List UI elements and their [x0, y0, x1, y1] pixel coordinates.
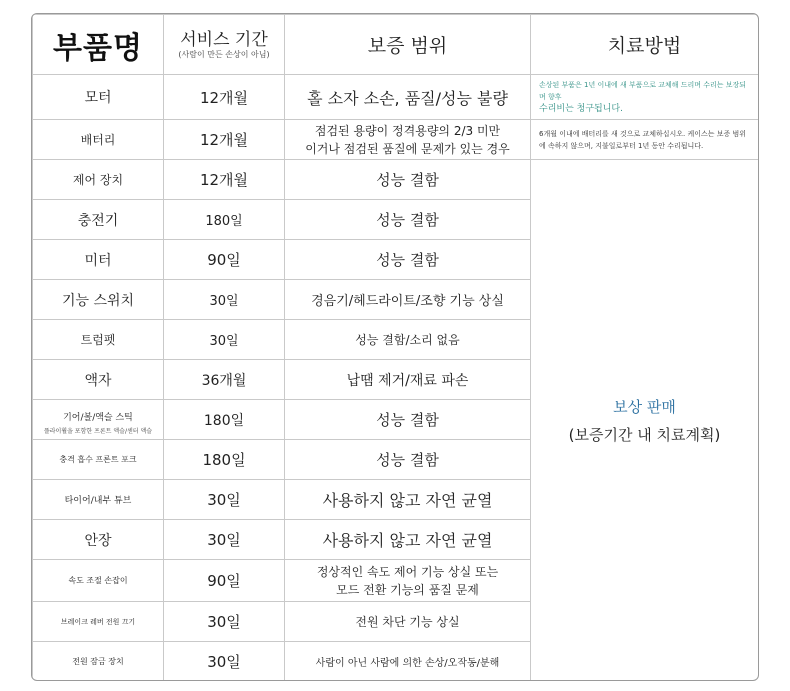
table-row: [33, 75, 759, 120]
table-row: [33, 120, 759, 160]
scope-cell: 전원 차단 기능 상실: [285, 602, 531, 642]
scope-cell: 사용하지 않고 자연 균열: [285, 520, 531, 560]
header-treatment: [531, 15, 759, 75]
part-cell: 브레이크 레버 전원 끄기: [33, 602, 164, 642]
period-cell: 180일: [164, 440, 285, 480]
period-cell: 30일: [164, 520, 285, 560]
table-header-row: [33, 15, 759, 75]
treatment-main-title: 보상 판매: [613, 397, 676, 416]
scope-cell: [285, 120, 531, 160]
period-cell: 12개월: [164, 160, 285, 200]
scope-line: 이거나 점검된 품질에 문제가 있는 경우: [305, 141, 510, 156]
warranty-table-container: [31, 13, 759, 681]
part-cell: 액자: [33, 360, 164, 400]
part-cell: 충전기: [33, 200, 164, 240]
period-cell: 30일: [164, 642, 285, 682]
part-cell: [33, 400, 164, 440]
scope-cell: 경음기/헤드라이트/조향 기능 상실: [285, 280, 531, 320]
part-cell: 전원 잠금 장치: [33, 642, 164, 682]
part-cell: 트럼펫: [33, 320, 164, 360]
scope-cell: 성능 결함: [285, 200, 531, 240]
scope-cell: 성능 결함: [285, 240, 531, 280]
scope-cell: 성능 결함: [285, 160, 531, 200]
scope-cell: 홀 소자 소손, 품질/성능 불량: [285, 75, 531, 120]
header-scope: [285, 15, 531, 75]
part-cell: 배터리: [33, 120, 164, 160]
header-part: [33, 15, 164, 75]
part-cell: 기능 스위치: [33, 280, 164, 320]
period-cell: 12개월: [164, 75, 285, 120]
treatment-note-1: [531, 75, 759, 120]
scope-cell: 성능 결함: [285, 400, 531, 440]
scope-cell: [285, 560, 531, 602]
treatment-note-2: 6개월 이내에 배터리를 새 것으로 교체하십시오. 케이스는 보증 범위에 속하지 않으며, 지불일로부터 1년 동안 수리됩니다.: [531, 120, 759, 160]
period-cell: 90일: [164, 560, 285, 602]
header-scope-label: 보증 범위: [367, 35, 448, 57]
period-cell: 12개월: [164, 120, 285, 160]
scope-line: 모드 전환 기능의 품질 문제: [336, 582, 479, 597]
header-period-label: 서비스 기간: [180, 29, 268, 50]
scope-line: 점검된 용량이 정격용량의 2/3 미만: [314, 123, 501, 138]
treatment-main-subtitle: (보증기간 내 치료계획): [568, 425, 721, 444]
part-cell: 충격 흡수 프론트 포크: [33, 440, 164, 480]
period-cell: 30일: [164, 480, 285, 520]
scope-cell: 사람이 아닌 사람에 의한 손상/오작동/분해: [285, 642, 531, 682]
treatment-note-1-emphasis: 수리비는 청구됩니다.: [539, 104, 623, 114]
scope-cell: 사용하지 않고 자연 균열: [285, 480, 531, 520]
scope-line: 정상적인 속도 제어 기능 상실 또는: [316, 564, 499, 579]
part-sub-label: 플라이휠을 포함한 프론트 액슬/센터 액슬: [43, 427, 153, 435]
period-cell: 30일: [164, 320, 285, 360]
part-cell: 타이어/내부 튜브: [33, 480, 164, 520]
part-cell: 안장: [33, 520, 164, 560]
part-label: 기어/볼/액슬 스틱: [63, 412, 133, 423]
treatment-note-1-text: 손상된 부품은 1년 이내에 새 부품으로 교체해 드리며 수리는 보장되며 향후: [539, 81, 747, 101]
warranty-table: [32, 14, 759, 681]
period-cell: 36개월: [164, 360, 285, 400]
period-cell: 30일: [164, 280, 285, 320]
period-cell: 180일: [164, 400, 285, 440]
treatment-main-cell: [531, 160, 759, 682]
part-cell: 제어 장치: [33, 160, 164, 200]
table-row: [33, 160, 759, 200]
header-period: [164, 15, 285, 75]
scope-cell: 성능 결함: [285, 440, 531, 480]
part-cell: 속도 조절 손잡이: [33, 560, 164, 602]
header-treatment-label: 치료방법: [607, 35, 682, 57]
scope-cell: 성능 결함/소리 없음: [285, 320, 531, 360]
period-cell: 180일: [164, 200, 285, 240]
header-part-label: 부품명: [53, 30, 143, 66]
period-cell: 30일: [164, 602, 285, 642]
period-cell: 90일: [164, 240, 285, 280]
part-cell: 모터: [33, 75, 164, 120]
part-cell: 미터: [33, 240, 164, 280]
header-period-sub-label: (사람이 만든 손상이 아님): [178, 49, 270, 59]
scope-cell: 납땜 제거/재료 파손: [285, 360, 531, 400]
